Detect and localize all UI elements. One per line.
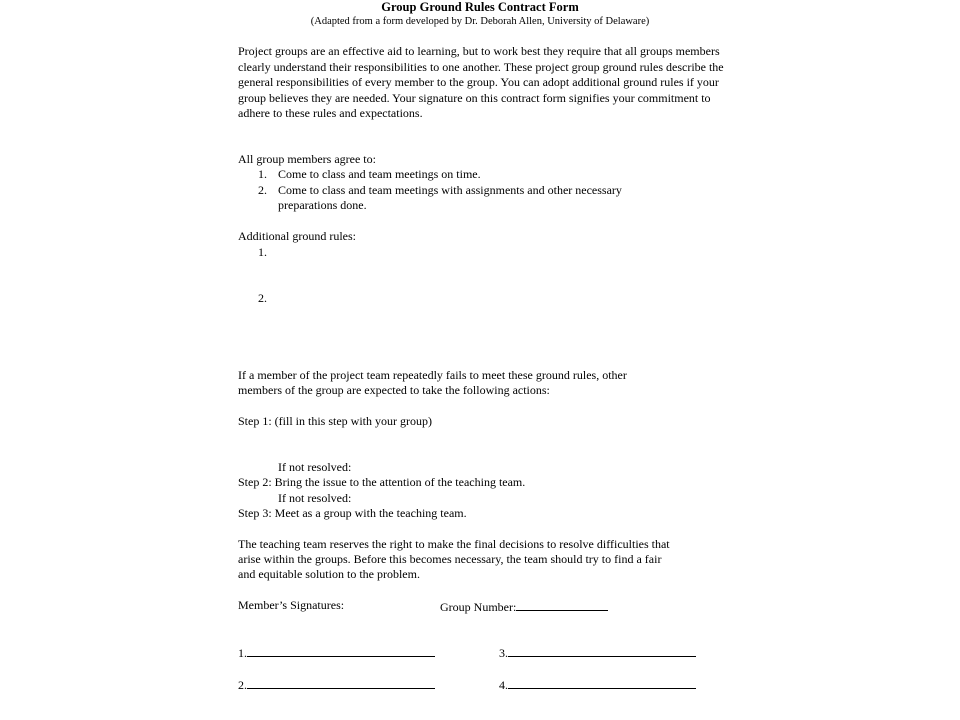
agree-item-2-text: Come to class and team meetings with assignments and other necessary (278, 183, 622, 197)
teaching-text-line-1: The teaching team reserves the right to make the final decisions to resolve difficulties that (238, 537, 670, 551)
group-number-label: Group Number: (440, 600, 517, 614)
signature-3-row (499, 644, 696, 662)
additional-heading: Additional ground rules: (238, 229, 356, 243)
agree-item-1-number: 1. (258, 167, 267, 181)
teaching-text-line-3: and equitable solution to the problem. (238, 567, 420, 581)
signature-4-row (499, 676, 696, 694)
agree-heading: All group members agree to: (238, 152, 376, 166)
teaching-text-line-2: arise within the groups. Before this becomes necessary, the team should try to find a fair (238, 552, 662, 566)
document-title: Group Ground Rules Contract Form (381, 0, 579, 14)
signatures-label: Member’s Signatures: (238, 598, 345, 612)
not-resolved-1: If not resolved: (278, 460, 352, 474)
step-2: Step 2: Bring the issue to the attention of the teaching team. (238, 475, 526, 489)
agree-item-2-text-continued: preparations done. (278, 198, 367, 212)
additional-rule-2-number: 2. (258, 291, 267, 305)
signature-1-row (238, 644, 435, 662)
failure-text-line-2: members of the group are expected to take the following actions: (238, 383, 550, 397)
group-number-field[interactable] (516, 598, 608, 611)
signature-1-number: 1. (238, 646, 247, 660)
document-subtitle: (Adapted from a form developed by Dr. Deborah Allen, University of Delaware) (310, 16, 650, 27)
intro-paragraph: Project groups are an effective aid to learning, but to work best they require that all groups members clearly understand their responsibilities to one another. These project group ground rules describe the general responsibilities of every member to the group. You can adopt additional ground rules if your group believes they are needed. Your signature on this contract form signifies your commitment to adhere to these rules and expectations. (238, 44, 724, 120)
additional-rule-1-number: 1. (258, 245, 267, 259)
signature-2-field[interactable] (247, 676, 435, 689)
signature-4-field[interactable] (508, 676, 696, 689)
failure-text-line-1: If a member of the project team repeatedly fails to meet these ground rules, other (238, 368, 627, 382)
signature-3-field[interactable] (508, 644, 696, 657)
signature-1-field[interactable] (247, 644, 435, 657)
signature-3-number: 3. (499, 646, 508, 660)
group-number-row (440, 598, 608, 616)
agree-item-1-text: Come to class and team meetings on time. (278, 167, 481, 181)
signature-2-number: 2. (238, 678, 247, 692)
signature-2-row (238, 676, 435, 694)
step-3: Step 3: Meet as a group with the teaching team. (238, 506, 467, 520)
agree-item-2-number: 2. (258, 183, 267, 197)
step-1: Step 1: (fill in this step with your group) (238, 414, 432, 428)
not-resolved-2: If not resolved: (278, 491, 352, 505)
signature-4-number: 4. (499, 678, 508, 692)
